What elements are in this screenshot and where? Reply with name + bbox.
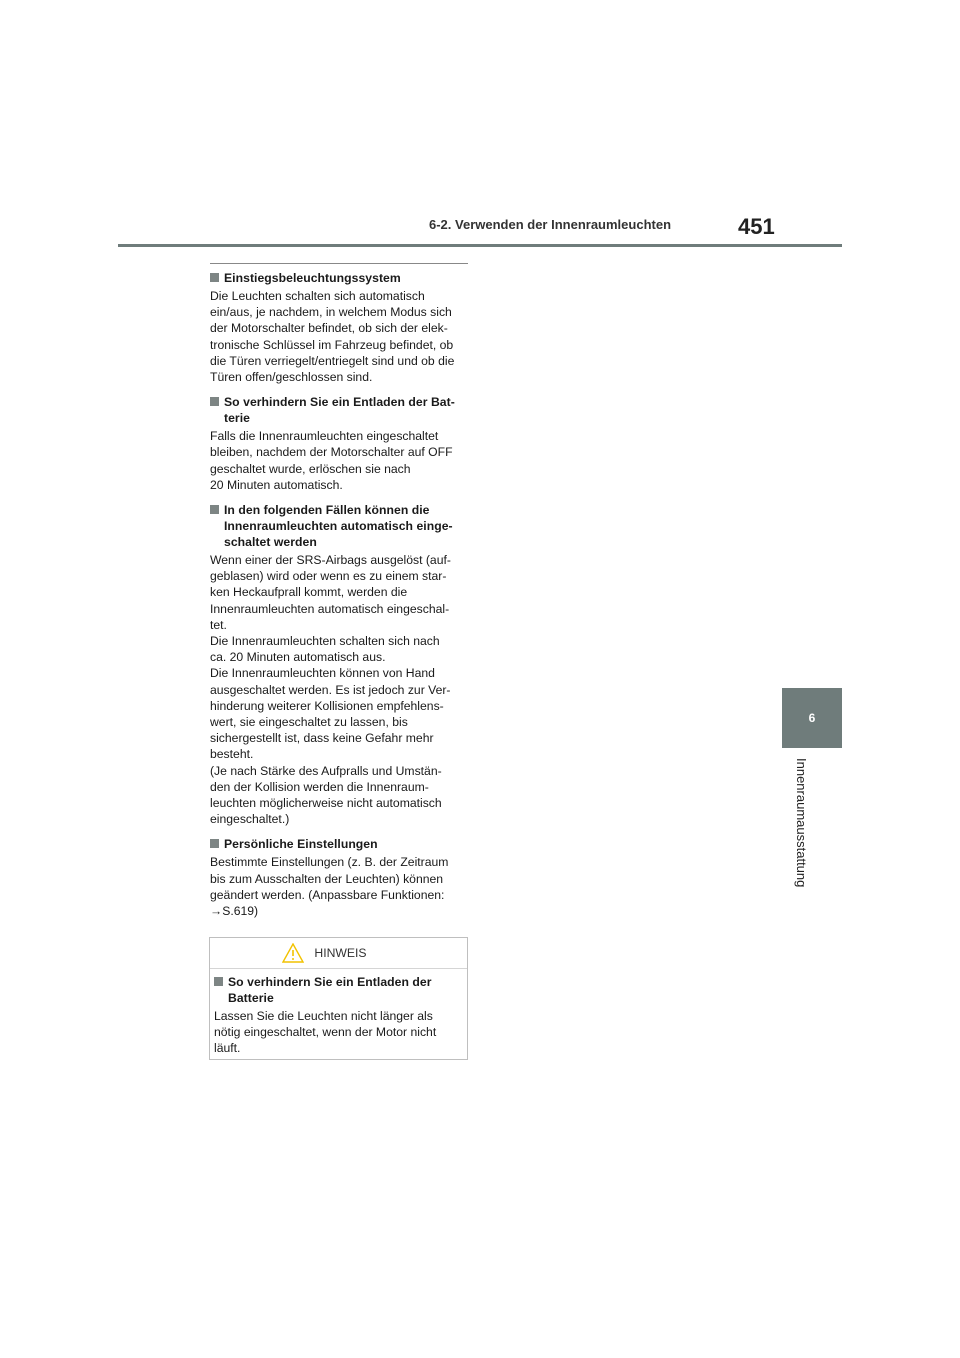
section-heading: Persönliche Einstellungen [210,836,468,852]
warning-triangle-icon [282,943,304,963]
section-heading: In den folgenden Fällen können die Innenraumleuchten automatisch einge- schaltet werden [210,502,468,550]
section-body: Wenn einer der SRS-Airbags ausgelöst (auf- geblasen) wird oder wenn es zu einem star- ken Heckaufprall kommt, werden die Innenraumleuchten automatisch eingeschal- tet. Die Innenraumleuchten schalten sich nach ca. 20 Minuten automatisch aus. Die Innenraumleuchten können von Hand ausgeschaltet werden. Es ist jedoch zur Ver- hinderung weiterer Kollisionen empfehlens- wert, sie eingeschaltet zu lassen, bis sichergestellt ist, dass keine Gefahr mehr besteht. (Je nach Stärke des Aufpralls und Umstän- den der Kollision werden die Innenraum- leuchten möglicherweise nicht automatisch eingeschaltet.) [210,553,451,827]
section-heading: So verhindern Sie ein Entladen der Bat- terie [210,394,468,426]
notice-title: HINWEIS [314,946,367,960]
main-content [210,263,468,928]
header-divider [118,244,842,247]
section-automatic-activation [210,502,468,827]
section-body: Bestimmte Einstellungen (z. B. der Zeitraum bis zum Ausschalten der Leuchten) können geändert werden. (Anpassbare Funktionen: →S.619) [210,855,449,919]
square-bullet-icon [214,977,223,986]
notice-heading: So verhindern Sie ein Entladen der Batterie [214,974,462,1006]
notice-box [209,937,468,1060]
section-header-title: 6-2. Verwenden der Innenraumleuchten [429,217,672,232]
section-battery-saver [210,394,468,493]
section-personal-settings [210,836,468,919]
notice-body [210,969,467,1057]
section-entry-lighting [210,270,468,385]
square-bullet-icon [210,273,219,282]
chapter-label: Innenraumausstattung [794,758,809,888]
chapter-tab: 6 [782,688,842,748]
notice-text: Lassen Sie die Leuchten nicht länger als nötig eingeschaltet, wenn der Motor nicht läuft. [214,1009,437,1056]
square-bullet-icon [210,505,219,514]
square-bullet-icon [210,397,219,406]
content-divider [210,263,468,264]
notice-header [210,938,467,969]
section-body: Falls die Innenraumleuchten eingeschaltet bleiben, nachdem der Motorschalter auf OFF geschaltet wurde, erlöschen sie nach 20 Minuten automatisch. [210,429,453,492]
square-bullet-icon [210,839,219,848]
section-heading: Einstiegsbeleuchtungssystem [210,270,468,286]
page-number: 451 [738,214,775,239]
section-body: Die Leuchten schalten sich automatisch ein/aus, je nachdem, in welchem Modus sich der Motorschalter befindet, ob sich der elek- tronische Schlüssel im Fahrzeug befindet, ob die Türen verriegelt/entriegelt sind und ob die Türen offen/geschlossen sind. [210,289,455,385]
